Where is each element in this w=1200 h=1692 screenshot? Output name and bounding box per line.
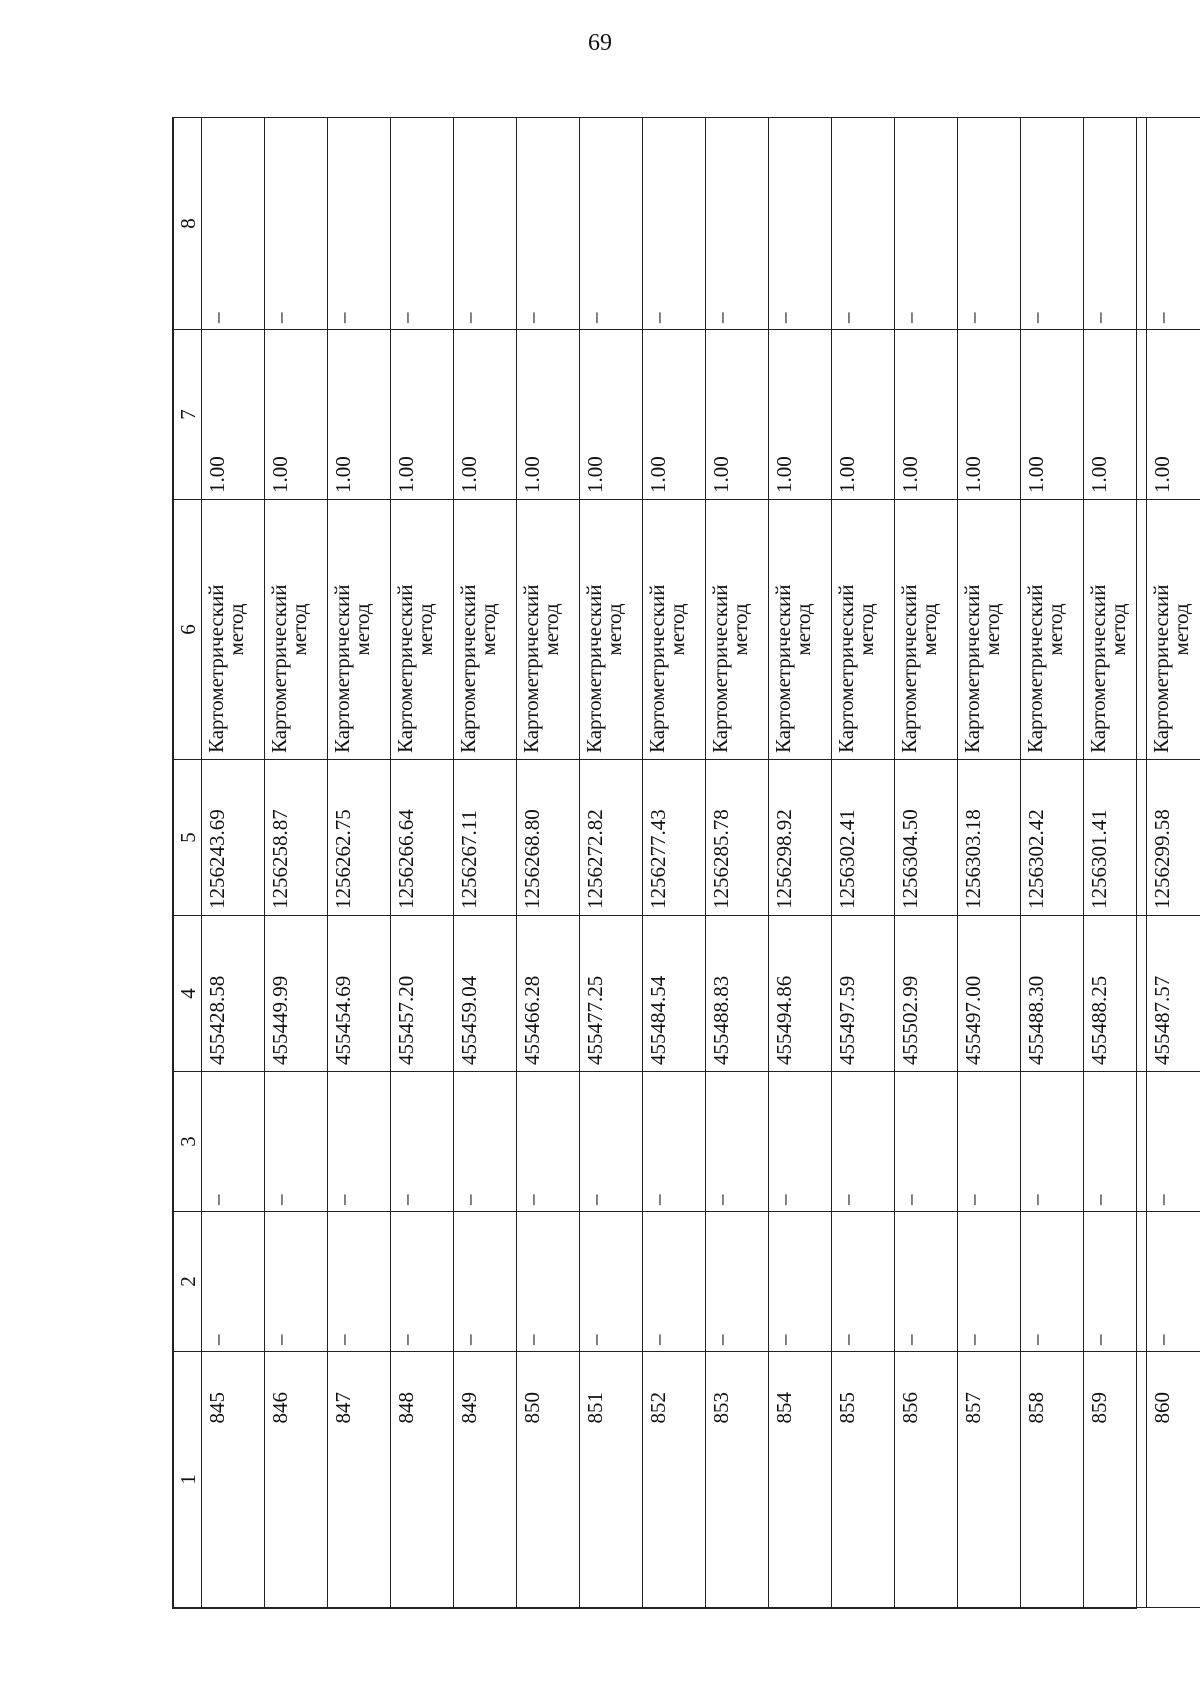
- y-coordinate-cell: 1256266.64: [391, 760, 454, 916]
- y-coordinate-cell: 1256272.82: [580, 760, 643, 916]
- header-cell: 3: [174, 1072, 202, 1212]
- method-cell: [1084, 500, 1147, 760]
- method-text-line1: Картометрический: [582, 584, 606, 753]
- point-number-cell: 857: [958, 1352, 1021, 1608]
- y-coordinate-cell: 1256262.75: [328, 760, 391, 916]
- accuracy-cell: 1.00: [1147, 330, 1200, 500]
- method-text-line1: Картометрический: [708, 584, 732, 753]
- method-cell: [706, 500, 769, 760]
- col3-cell: –: [1084, 1072, 1147, 1212]
- point-number-cell: 856: [895, 1352, 958, 1608]
- accuracy-cell: 1.00: [328, 330, 391, 500]
- y-coordinate-cell: 1256285.78: [706, 760, 769, 916]
- x-coordinate-cell: 455488.83: [706, 916, 769, 1072]
- col2-cell: –: [958, 1212, 1021, 1352]
- accuracy-cell: 1.00: [769, 330, 832, 500]
- col2-cell: –: [643, 1212, 706, 1352]
- method-text-line1: Картометрический: [771, 584, 795, 753]
- col2-cell: –: [832, 1212, 895, 1352]
- x-coordinate-cell: 455449.99: [265, 916, 328, 1072]
- col2-cell: –: [202, 1212, 265, 1352]
- table-row: [1084, 118, 1147, 1608]
- method-cell: [391, 500, 454, 760]
- table-row: [580, 118, 643, 1608]
- accuracy-cell: 1.00: [454, 330, 517, 500]
- x-coordinate-cell: 455494.86: [769, 916, 832, 1072]
- method-text-line2: метод: [539, 603, 563, 656]
- col2-cell: –: [769, 1212, 832, 1352]
- method-text-line2: метод: [980, 603, 1004, 656]
- table-row: [958, 118, 1021, 1608]
- method-cell: [769, 500, 832, 760]
- method-text-line2: метод: [917, 603, 941, 656]
- accuracy-cell: 1.00: [580, 330, 643, 500]
- point-number-cell: 854: [769, 1352, 832, 1608]
- col8-cell: –: [643, 118, 706, 330]
- x-coordinate-cell: 455488.25: [1084, 916, 1147, 1072]
- method-text-line2: метод: [413, 603, 437, 656]
- accuracy-cell: 1.00: [643, 330, 706, 500]
- method-text-line1: Картометрический: [519, 584, 543, 753]
- y-coordinate-cell: 1256267.11: [454, 760, 517, 916]
- point-number-cell: 851: [580, 1352, 643, 1608]
- y-coordinate-cell: 1256277.43: [643, 760, 706, 916]
- method-text-line2: метод: [602, 603, 626, 656]
- method-cell: [643, 500, 706, 760]
- accuracy-cell: 1.00: [895, 330, 958, 500]
- col2-cell: –: [391, 1212, 454, 1352]
- col3-cell: –: [958, 1072, 1021, 1212]
- header-cell: 4: [174, 916, 202, 1072]
- table-row: [706, 118, 769, 1608]
- col8-cell: –: [580, 118, 643, 330]
- y-coordinate-cell: 1256268.80: [517, 760, 580, 916]
- col2-cell: –: [1021, 1212, 1084, 1352]
- method-cell: [580, 500, 643, 760]
- col3-cell: –: [895, 1072, 958, 1212]
- method-text-line1: Картометрический: [897, 584, 921, 753]
- col3-cell: –: [454, 1072, 517, 1212]
- y-coordinate-cell: 1256258.87: [265, 760, 328, 916]
- col8-cell: –: [202, 118, 265, 330]
- x-coordinate-cell: 455497.00: [958, 916, 1021, 1072]
- col3-cell: –: [580, 1072, 643, 1212]
- y-coordinate-cell: 1256302.42: [1021, 760, 1084, 916]
- accuracy-cell: 1.00: [1084, 330, 1147, 500]
- col3-cell: –: [391, 1072, 454, 1212]
- method-text-line1: Картометрический: [1086, 584, 1110, 753]
- col3-cell: –: [202, 1072, 265, 1212]
- method-text-line2: метод: [728, 603, 752, 656]
- col3-cell: –: [1021, 1072, 1084, 1212]
- method-text-line1: Картометрический: [1023, 584, 1047, 753]
- x-coordinate-cell: 455497.59: [832, 916, 895, 1072]
- y-coordinate-cell: 1256243.69: [202, 760, 265, 916]
- method-text-line1: Картометрический: [456, 584, 480, 753]
- point-number-cell: 859: [1084, 1352, 1147, 1608]
- accuracy-cell: 1.00: [265, 330, 328, 500]
- col8-cell: –: [265, 118, 328, 330]
- method-text-line2: метод: [350, 603, 374, 656]
- method-cell: [895, 500, 958, 760]
- table-row: [895, 118, 958, 1608]
- method-text-line1: Картометрический: [1149, 584, 1173, 753]
- x-coordinate-cell: 455428.58: [202, 916, 265, 1072]
- table-header-row: [174, 118, 202, 1608]
- point-number-cell: 855: [832, 1352, 895, 1608]
- page-number: 69: [588, 30, 612, 56]
- x-coordinate-cell: 455502.99: [895, 916, 958, 1072]
- y-coordinate-cell: 1256299.58: [1147, 760, 1200, 916]
- col8-cell: –: [1021, 118, 1084, 330]
- accuracy-cell: 1.00: [958, 330, 1021, 500]
- x-coordinate-cell: 455459.04: [454, 916, 517, 1072]
- header-cell: 6: [174, 500, 202, 760]
- method-text-line2: метод: [1169, 603, 1193, 656]
- method-text-line2: метод: [791, 603, 815, 656]
- method-text-line2: метод: [287, 603, 311, 656]
- header-cell: 2: [174, 1212, 202, 1352]
- method-cell: [328, 500, 391, 760]
- col2-cell: –: [580, 1212, 643, 1352]
- col8-cell: –: [517, 118, 580, 330]
- table-row: [454, 118, 517, 1608]
- col3-cell: –: [1147, 1072, 1200, 1212]
- col8-cell: –: [1147, 118, 1200, 330]
- method-text-line2: метод: [476, 603, 500, 656]
- accuracy-cell: 1.00: [706, 330, 769, 500]
- col3-cell: –: [706, 1072, 769, 1212]
- col3-cell: –: [517, 1072, 580, 1212]
- table-row: [769, 118, 832, 1608]
- col3-cell: –: [265, 1072, 328, 1212]
- accuracy-cell: 1.00: [391, 330, 454, 500]
- col3-cell: –: [643, 1072, 706, 1212]
- col8-cell: –: [328, 118, 391, 330]
- method-text-line1: Картометрический: [393, 584, 417, 753]
- method-cell: [454, 500, 517, 760]
- method-text-line1: Картометрический: [960, 584, 984, 753]
- col8-cell: –: [769, 118, 832, 330]
- point-number-cell: 850: [517, 1352, 580, 1608]
- point-number-cell: 846: [265, 1352, 328, 1608]
- method-text-line1: Картометрический: [204, 584, 228, 753]
- col3-cell: –: [328, 1072, 391, 1212]
- method-text-line2: метод: [1106, 603, 1130, 656]
- method-text-line2: метод: [224, 603, 248, 656]
- method-cell: [958, 500, 1021, 760]
- col2-cell: –: [706, 1212, 769, 1352]
- coordinates-table-frame: [172, 117, 1193, 1609]
- table-row: [391, 118, 454, 1608]
- col3-cell: –: [769, 1072, 832, 1212]
- point-number-cell: 848: [391, 1352, 454, 1608]
- col8-cell: –: [1084, 118, 1147, 330]
- col8-cell: –: [454, 118, 517, 330]
- col2-cell: –: [454, 1212, 517, 1352]
- accuracy-cell: 1.00: [832, 330, 895, 500]
- x-coordinate-cell: 455457.20: [391, 916, 454, 1072]
- y-coordinate-cell: 1256304.50: [895, 760, 958, 916]
- method-cell: [517, 500, 580, 760]
- method-cell: [1147, 500, 1200, 760]
- col8-cell: –: [706, 118, 769, 330]
- point-number-cell: 849: [454, 1352, 517, 1608]
- x-coordinate-cell: 455477.25: [580, 916, 643, 1072]
- method-cell: [1021, 500, 1084, 760]
- header-cell: 8: [174, 118, 202, 330]
- table-row: [643, 118, 706, 1608]
- table-row: [1147, 118, 1200, 1608]
- col2-cell: –: [328, 1212, 391, 1352]
- x-coordinate-cell: 455454.69: [328, 916, 391, 1072]
- header-cell: 7: [174, 330, 202, 500]
- x-coordinate-cell: 455466.28: [517, 916, 580, 1072]
- col8-cell: –: [958, 118, 1021, 330]
- method-cell: [202, 500, 265, 760]
- table-body: [174, 118, 1200, 1608]
- table-row: [1021, 118, 1084, 1608]
- method-text-line2: метод: [1043, 603, 1067, 656]
- method-cell: [832, 500, 895, 760]
- point-number-cell: 860: [1147, 1352, 1200, 1608]
- header-cell: 5: [174, 760, 202, 916]
- accuracy-cell: 1.00: [202, 330, 265, 500]
- method-text-line1: Картометрический: [645, 584, 669, 753]
- table-row: [265, 118, 328, 1608]
- col2-cell: –: [1084, 1212, 1147, 1352]
- point-number-cell: 853: [706, 1352, 769, 1608]
- method-text-line2: метод: [854, 603, 878, 656]
- x-coordinate-cell: 455488.30: [1021, 916, 1084, 1072]
- point-number-cell: 858: [1021, 1352, 1084, 1608]
- col8-cell: –: [832, 118, 895, 330]
- y-coordinate-cell: 1256298.92: [769, 760, 832, 916]
- col2-cell: –: [1147, 1212, 1200, 1352]
- y-coordinate-cell: 1256302.41: [832, 760, 895, 916]
- accuracy-cell: 1.00: [1021, 330, 1084, 500]
- col3-cell: –: [832, 1072, 895, 1212]
- point-number-cell: 847: [328, 1352, 391, 1608]
- header-cell: 1: [174, 1352, 202, 1608]
- method-text-line2: метод: [665, 603, 689, 656]
- method-text-line1: Картометрический: [834, 584, 858, 753]
- method-text-line1: Картометрический: [330, 584, 354, 753]
- point-number-cell: 852: [643, 1352, 706, 1608]
- y-coordinate-cell: 1256303.18: [958, 760, 1021, 916]
- y-coordinate-cell: 1256301.41: [1084, 760, 1147, 916]
- point-number-cell: 845: [202, 1352, 265, 1608]
- x-coordinate-cell: 455484.54: [643, 916, 706, 1072]
- x-coordinate-cell: 455487.57: [1147, 916, 1200, 1072]
- col2-cell: –: [517, 1212, 580, 1352]
- method-text-line1: Картометрический: [267, 584, 291, 753]
- table-row: [832, 118, 895, 1608]
- col8-cell: –: [895, 118, 958, 330]
- accuracy-cell: 1.00: [517, 330, 580, 500]
- table-row: [328, 118, 391, 1608]
- col2-cell: –: [265, 1212, 328, 1352]
- table-row: [517, 118, 580, 1608]
- method-cell: [265, 500, 328, 760]
- table-row: [202, 118, 265, 1608]
- col8-cell: –: [391, 118, 454, 330]
- col2-cell: –: [895, 1212, 958, 1352]
- coordinates-table: [173, 117, 1200, 1608]
